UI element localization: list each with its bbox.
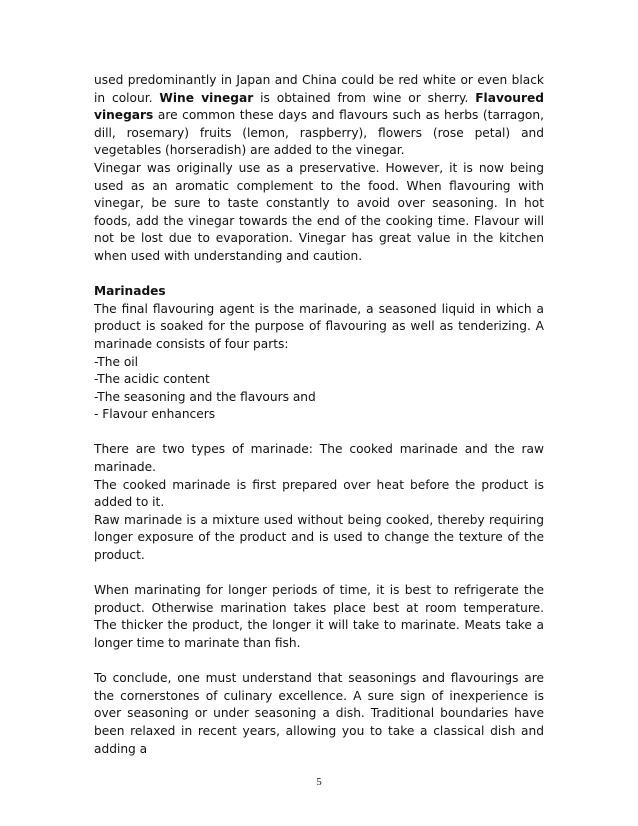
text-run: is obtained from wine or sherry. (253, 90, 476, 105)
paragraph-spacer (94, 424, 544, 442)
text-run: used predominantly in Japan and China could be red white or even black in colour. (94, 73, 544, 105)
flavoured-vinegars-term: Flavoured vinegars (94, 90, 544, 123)
paragraph-marinade-definition: The final flavouring agent is the marinade, a seasoned liquid in which a product is soaked for the purpose of flavouring as well as tenderizing. A marinade consists of four parts: (94, 301, 544, 351)
paragraph-marinating-time: When marinating for longer periods of time, it is best to refrigerate the product. Otherwise marination takes place best at room temperature. The thicker the product, the longer it will take to marinate. Meats take a longer time to marinate than fish. (94, 583, 544, 650)
section-heading-marinades: Marinades (94, 284, 166, 299)
paragraph-vinegar-types (94, 72, 544, 160)
list-item: -The seasoning and the flavours and (94, 389, 316, 404)
paragraph-marinade-types: There are two types of marinade: The cooked marinade and the raw marinade. (94, 442, 544, 475)
page-number: 5 (316, 776, 322, 788)
document-page (94, 72, 544, 758)
paragraph-raw-marinade: Raw marinade is a mixture used without being cooked, thereby requiring longer exposure of the product and is used to change the texture of the product. (94, 512, 544, 563)
paragraph-vinegar-usage: Vinegar was originally use as a preservative. However, it is now being used as an aromatic complement to the food. When flavouring with vinegar, be sure to taste constantly to avoid over seasoning. In hot foods, add the vinegar towards the end of the cooking time. Flavour will not be lost due to evaporation. Vinegar has great value in the kitchen when used with understanding and caution. (94, 160, 544, 263)
list-item: -The acidic content (94, 372, 210, 387)
paragraph-spacer (94, 266, 544, 284)
paragraph-spacer (94, 565, 544, 583)
list-item: - Flavour enhancers (94, 407, 216, 422)
paragraph-cooked-marinade: The cooked marinade is first prepared over heat before the product is added to it. (94, 477, 544, 510)
list-item: -The oil (94, 354, 139, 369)
paragraph-conclusion: To conclude, one must understand that seasonings and flavourings are the cornerstones of culinary excellence. A sure sign of inexperience is over seasoning or under seasoning a dish. Traditional boundaries have been relaxed in recent years, allowing you to take a classical dish and adding a (94, 671, 544, 756)
paragraph-spacer (94, 653, 544, 671)
wine-vinegar-term: Wine vinegar (159, 90, 254, 105)
text-run: are common these days and flavours such as herbs (tarragon, dill, rosemary) fruits (lemon, raspberry), flowers (rose petal) and vegetables (horseradish) are added to the vinegar. (94, 108, 544, 158)
